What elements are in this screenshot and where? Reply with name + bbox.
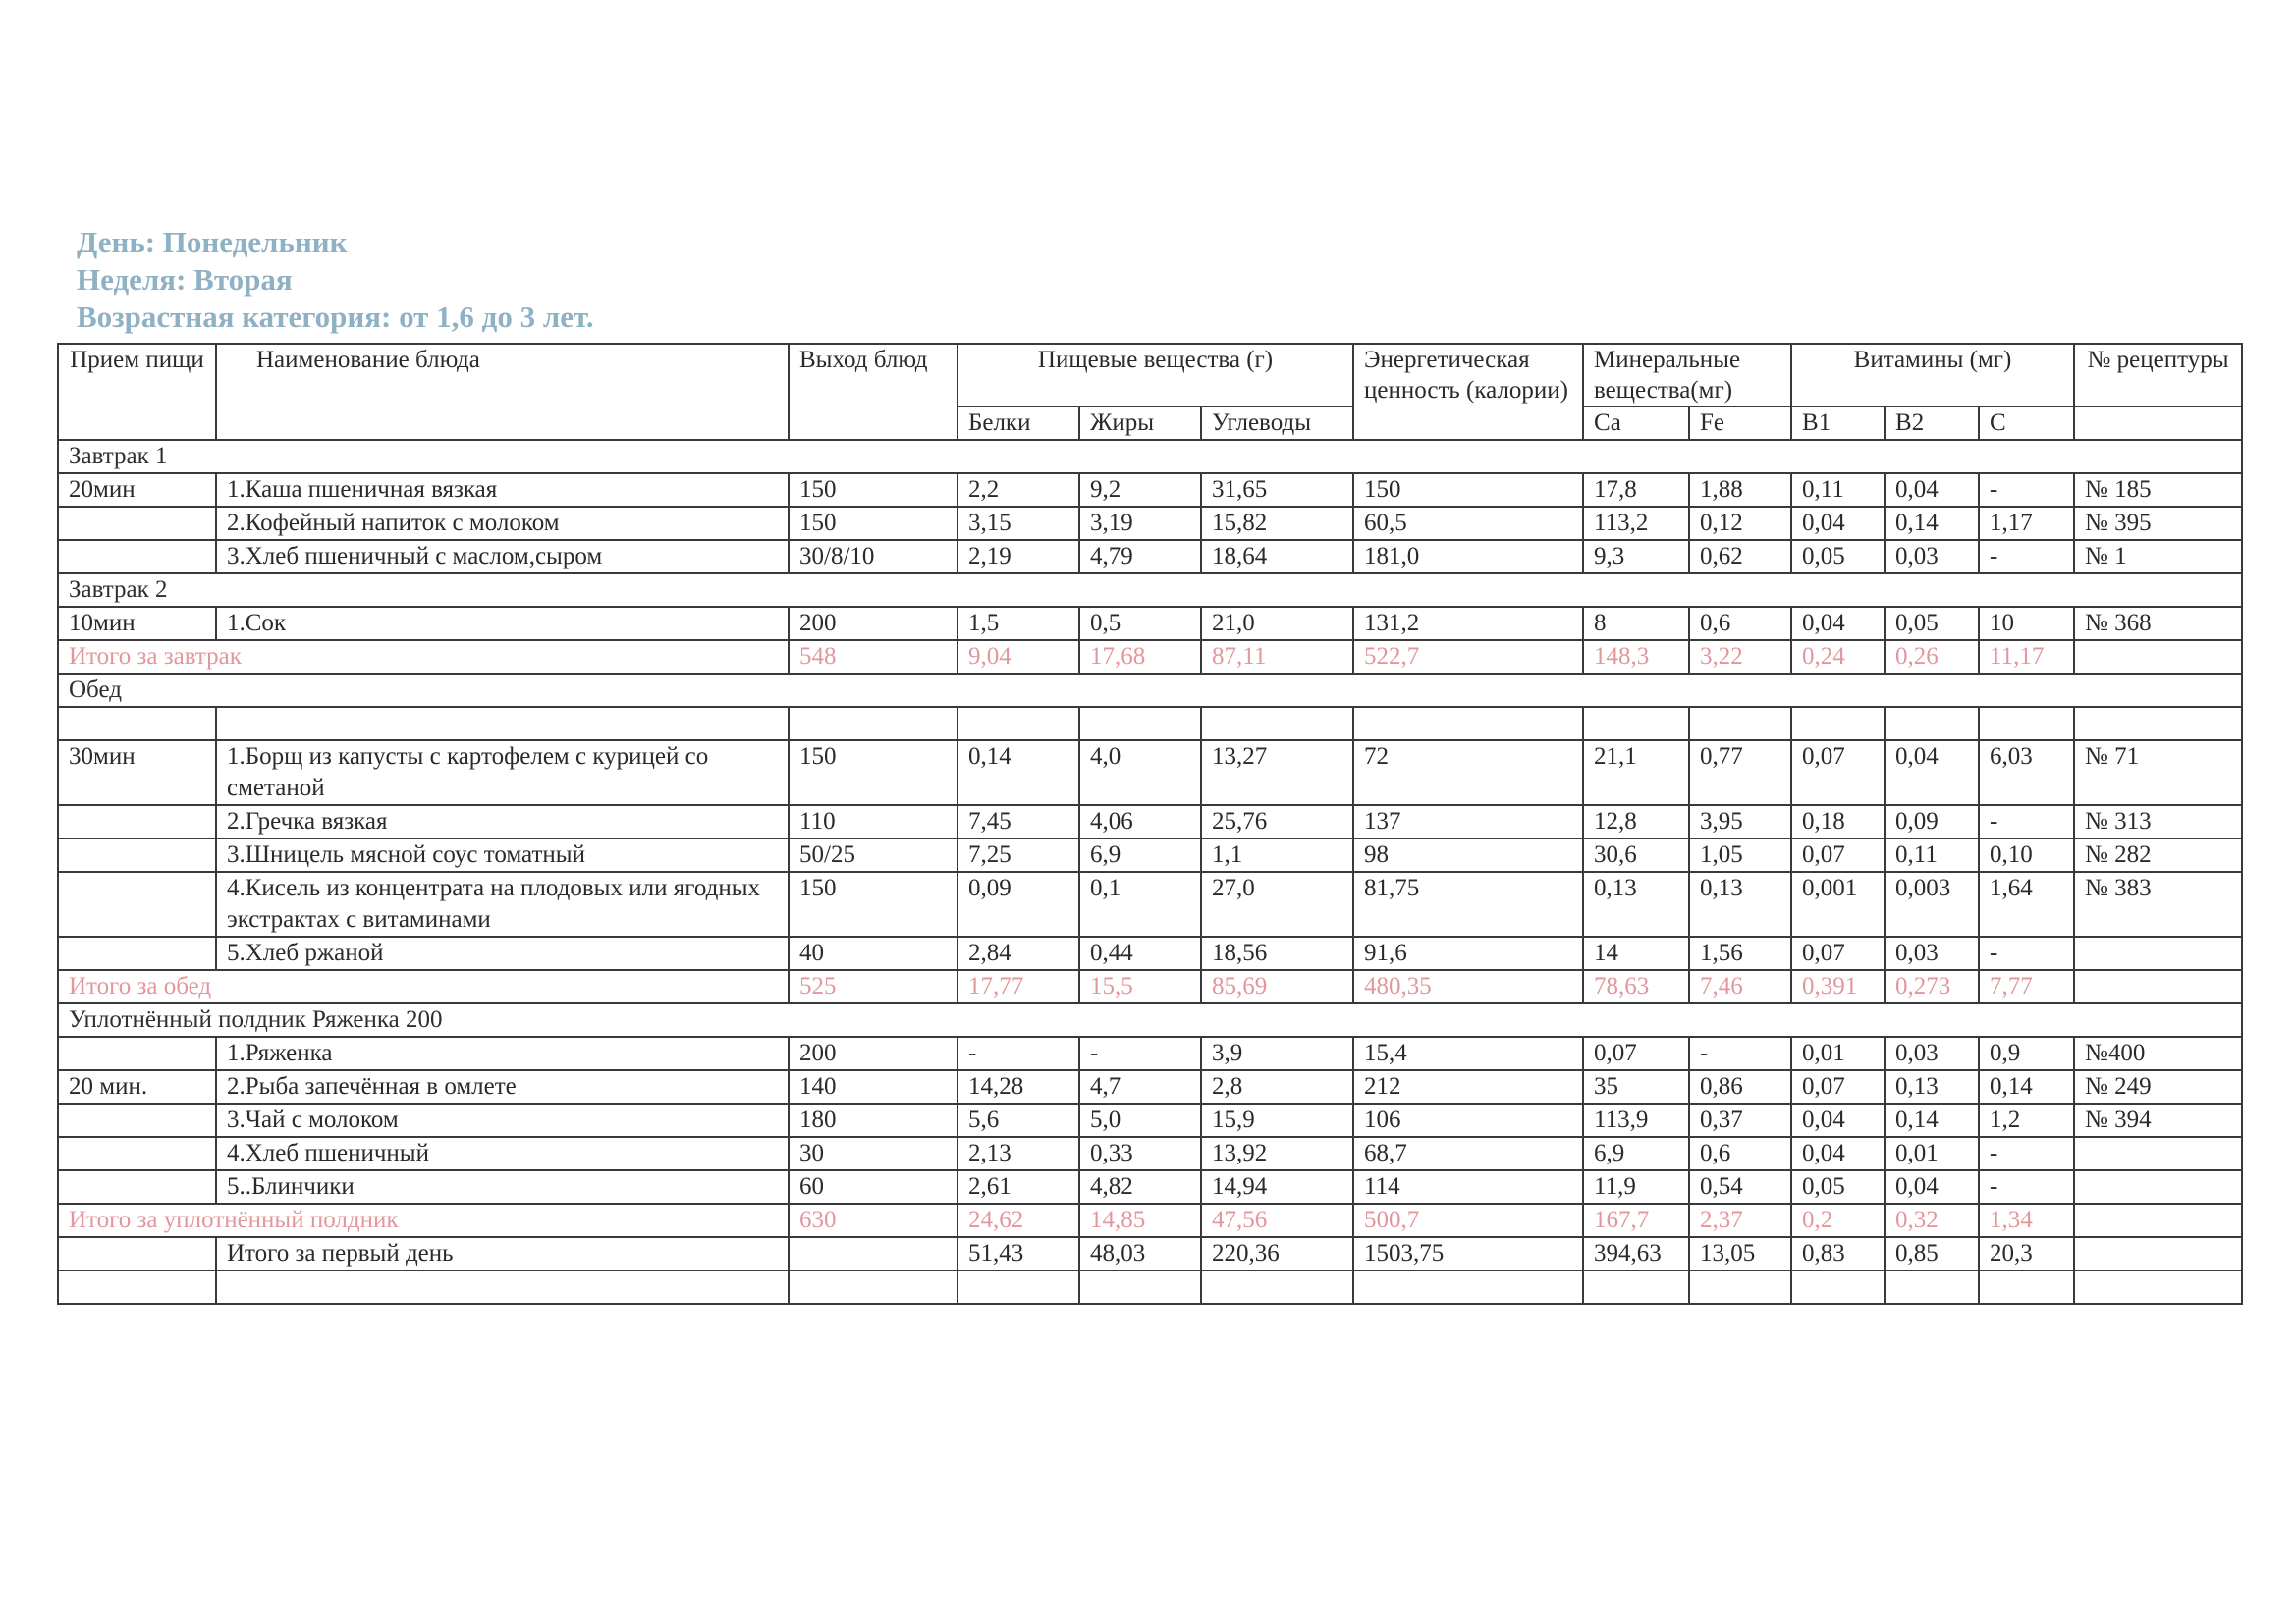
- col-dish-header: Наименование блюда: [216, 344, 789, 440]
- yield: 200: [789, 607, 957, 640]
- recipe: [2074, 1170, 2242, 1204]
- carbs: 2,8: [1201, 1070, 1353, 1104]
- c: -: [1979, 937, 2074, 970]
- dish-name: 5.Хлеб ржаной: [216, 937, 789, 970]
- protein: 2,2: [957, 473, 1079, 507]
- meal-time: [58, 937, 216, 970]
- ca: 8: [1583, 607, 1689, 640]
- protein: 2,19: [957, 540, 1079, 573]
- age-category-label: Возрастная категория: от 1,6 до 3 лет.: [77, 299, 594, 334]
- b1: 0,04: [1791, 1104, 1885, 1137]
- yield: [789, 1237, 957, 1271]
- meal-time: 10мин: [58, 607, 216, 640]
- total-b2: 0,26: [1885, 640, 1979, 674]
- b2: 0,003: [1885, 872, 1979, 937]
- carbs: 13,92: [1201, 1137, 1353, 1170]
- energy: 98: [1353, 839, 1583, 872]
- carbs: 21,0: [1201, 607, 1353, 640]
- fat: 0,5: [1079, 607, 1201, 640]
- recipe: № 395: [2074, 507, 2242, 540]
- fat: 3,19: [1079, 507, 1201, 540]
- col-energy-header: Энергетическая ценность (калории): [1353, 344, 1583, 440]
- b1: 0,07: [1791, 937, 1885, 970]
- total-protein: 24,62: [957, 1204, 1079, 1237]
- dish-name: 2.Гречка вязкая: [216, 805, 789, 839]
- total-row: [58, 1204, 2242, 1237]
- ca: 6,9: [1583, 1137, 1689, 1170]
- c: 1,2: [1979, 1104, 2074, 1137]
- recipe: № 383: [2074, 872, 2242, 937]
- b2: 0,03: [1885, 540, 1979, 573]
- protein: 2,84: [957, 937, 1079, 970]
- blank-row: [58, 707, 2242, 740]
- meal-time: [58, 1170, 216, 1204]
- protein: 5,6: [957, 1104, 1079, 1137]
- table-row: [58, 507, 2242, 540]
- b1: 0,04: [1791, 607, 1885, 640]
- yield: 150: [789, 740, 957, 805]
- ca: 17,8: [1583, 473, 1689, 507]
- b1: 0,07: [1791, 740, 1885, 805]
- recipe: № 185: [2074, 473, 2242, 507]
- day-total-ca: 394,63: [1583, 1237, 1689, 1271]
- table-row: [58, 607, 2242, 640]
- meal-time: 30мин: [58, 740, 216, 805]
- b1: 0,04: [1791, 1137, 1885, 1170]
- recipe: [2074, 1137, 2242, 1170]
- energy: 72: [1353, 740, 1583, 805]
- fat: 9,2: [1079, 473, 1201, 507]
- ca: 0,07: [1583, 1037, 1689, 1070]
- fat: 4,79: [1079, 540, 1201, 573]
- fe: 0,6: [1689, 1137, 1791, 1170]
- dish-name: 1.Борщ из капусты с картофелем с курицей со сметаной: [216, 740, 789, 805]
- table-row: [58, 1070, 2242, 1104]
- total-energy: 480,35: [1353, 970, 1583, 1003]
- recipe: № 394: [2074, 1104, 2242, 1137]
- recipe: [2074, 1237, 2242, 1271]
- total-c: 7,77: [1979, 970, 2074, 1003]
- energy: 106: [1353, 1104, 1583, 1137]
- protein: -: [957, 1037, 1079, 1070]
- yield: 30: [789, 1137, 957, 1170]
- b1: 0,05: [1791, 540, 1885, 573]
- c: 6,03: [1979, 740, 2074, 805]
- recipe: [2074, 970, 2242, 1003]
- total-fat: 15,5: [1079, 970, 1201, 1003]
- protein: 1,5: [957, 607, 1079, 640]
- fe: 1,88: [1689, 473, 1791, 507]
- b2: 0,04: [1885, 740, 1979, 805]
- energy: 60,5: [1353, 507, 1583, 540]
- total-ca: 167,7: [1583, 1204, 1689, 1237]
- total-yield: 630: [789, 1204, 957, 1237]
- recipe: № 249: [2074, 1070, 2242, 1104]
- yield: 30/8/10: [789, 540, 957, 573]
- protein: 14,28: [957, 1070, 1079, 1104]
- energy: 150: [1353, 473, 1583, 507]
- total-ca: 78,63: [1583, 970, 1689, 1003]
- total-energy: 500,7: [1353, 1204, 1583, 1237]
- protein: 0,09: [957, 872, 1079, 937]
- total-label: Итого за уплотнённый полдник: [58, 1204, 789, 1237]
- fat: 0,44: [1079, 937, 1201, 970]
- meal-time: [58, 872, 216, 937]
- protein: 3,15: [957, 507, 1079, 540]
- c: 1,17: [1979, 507, 2074, 540]
- total-b1: 0,24: [1791, 640, 1885, 674]
- b2: 0,14: [1885, 1104, 1979, 1137]
- col-ca-header: Ca: [1583, 406, 1689, 440]
- section-breakfast1-label: Завтрак 1: [58, 440, 2242, 473]
- table-row: [58, 1037, 2242, 1070]
- blank-row: [58, 1271, 2242, 1304]
- b2: 0,04: [1885, 473, 1979, 507]
- ca: 12,8: [1583, 805, 1689, 839]
- c: 0,10: [1979, 839, 2074, 872]
- day-label: День: Понедельник: [77, 225, 348, 259]
- carbs: 27,0: [1201, 872, 1353, 937]
- day-total-b1: 0,83: [1791, 1237, 1885, 1271]
- total-label: Итого за обед: [58, 970, 789, 1003]
- fe: 1,56: [1689, 937, 1791, 970]
- section-row: [58, 573, 2242, 607]
- table-row: [58, 1104, 2242, 1137]
- b2: 0,13: [1885, 1070, 1979, 1104]
- section-lunch-label: Обед: [58, 674, 2242, 707]
- total-c: 11,17: [1979, 640, 2074, 674]
- section-row: [58, 440, 2242, 473]
- week-label: Неделя: Вторая: [77, 262, 293, 297]
- table-row: [58, 805, 2242, 839]
- energy: 15,4: [1353, 1037, 1583, 1070]
- c: -: [1979, 1170, 2074, 1204]
- carbs: 1,1: [1201, 839, 1353, 872]
- meal-time: [58, 839, 216, 872]
- table-row: [58, 1170, 2242, 1204]
- protein: 7,25: [957, 839, 1079, 872]
- col-b1-header: B1: [1791, 406, 1885, 440]
- b2: 0,01: [1885, 1137, 1979, 1170]
- yield: 50/25: [789, 839, 957, 872]
- meal-time: [58, 1237, 216, 1271]
- col-b2-header: B2: [1885, 406, 1979, 440]
- day-total-fat: 48,03: [1079, 1237, 1201, 1271]
- c: -: [1979, 540, 2074, 573]
- c: 1,64: [1979, 872, 2074, 937]
- b1: 0,07: [1791, 1070, 1885, 1104]
- ca: 0,13: [1583, 872, 1689, 937]
- total-carbs: 87,11: [1201, 640, 1353, 674]
- ca: 14: [1583, 937, 1689, 970]
- yield: 150: [789, 872, 957, 937]
- fat: 4,0: [1079, 740, 1201, 805]
- dish-name: 2.Кофейный напиток с молоком: [216, 507, 789, 540]
- section-row: [58, 674, 2242, 707]
- recipe: [2074, 1204, 2242, 1237]
- table-row: [58, 540, 2242, 573]
- fe: 0,77: [1689, 740, 1791, 805]
- col-fe-header: Fe: [1689, 406, 1791, 440]
- day-total-row: [58, 1237, 2242, 1271]
- total-fat: 14,85: [1079, 1204, 1201, 1237]
- yield: 110: [789, 805, 957, 839]
- b1: 0,11: [1791, 473, 1885, 507]
- protein: 7,45: [957, 805, 1079, 839]
- col-vitamins-header: Витамины (мг): [1791, 344, 2074, 406]
- meal-time: 20 мин.: [58, 1070, 216, 1104]
- energy: 81,75: [1353, 872, 1583, 937]
- total-carbs: 47,56: [1201, 1204, 1353, 1237]
- dish-name: 3.Шницель мясной соус томатный: [216, 839, 789, 872]
- c: -: [1979, 805, 2074, 839]
- b1: 0,05: [1791, 1170, 1885, 1204]
- dish-name: 3.Хлеб пшеничный с маслом,сыром: [216, 540, 789, 573]
- fe: -: [1689, 1037, 1791, 1070]
- recipe: № 71: [2074, 740, 2242, 805]
- fe: 0,54: [1689, 1170, 1791, 1204]
- fe: 3,95: [1689, 805, 1791, 839]
- total-b1: 0,2: [1791, 1204, 1885, 1237]
- col-fat-header: Жиры: [1079, 406, 1201, 440]
- ca: 21,1: [1583, 740, 1689, 805]
- meal-time: [58, 540, 216, 573]
- carbs: 15,82: [1201, 507, 1353, 540]
- yield: 40: [789, 937, 957, 970]
- fat: 4,7: [1079, 1070, 1201, 1104]
- day-total-label: Итого за первый день: [216, 1237, 789, 1271]
- b1: 0,04: [1791, 507, 1885, 540]
- total-b2: 0,32: [1885, 1204, 1979, 1237]
- total-yield: 525: [789, 970, 957, 1003]
- col-yield-header: Выход блюд: [789, 344, 957, 440]
- b1: 0,001: [1791, 872, 1885, 937]
- section-row: [58, 1003, 2242, 1037]
- document-header: [77, 224, 594, 336]
- c: 10: [1979, 607, 2074, 640]
- recipe: № 282: [2074, 839, 2242, 872]
- b2: 0,09: [1885, 805, 1979, 839]
- carbs: 18,64: [1201, 540, 1353, 573]
- col-recipe-header: № рецептуры: [2074, 344, 2242, 406]
- total-fe: 2,37: [1689, 1204, 1791, 1237]
- table-row: [58, 872, 2242, 937]
- dish-name: 1.Ряженка: [216, 1037, 789, 1070]
- table-row: [58, 740, 2242, 805]
- day-total-b2: 0,85: [1885, 1237, 1979, 1271]
- b2: 0,05: [1885, 607, 1979, 640]
- meal-time: [58, 1104, 216, 1137]
- total-b2: 0,273: [1885, 970, 1979, 1003]
- fat: 5,0: [1079, 1104, 1201, 1137]
- dish-name: 3.Чай с молоком: [216, 1104, 789, 1137]
- day-total-energy: 1503,75: [1353, 1237, 1583, 1271]
- total-energy: 522,7: [1353, 640, 1583, 674]
- c: 0,14: [1979, 1070, 2074, 1104]
- energy: 114: [1353, 1170, 1583, 1204]
- energy: 212: [1353, 1070, 1583, 1104]
- ca: 113,9: [1583, 1104, 1689, 1137]
- ca: 9,3: [1583, 540, 1689, 573]
- carbs: 3,9: [1201, 1037, 1353, 1070]
- c: 0,9: [1979, 1037, 2074, 1070]
- fe: 0,62: [1689, 540, 1791, 573]
- protein: 2,13: [957, 1137, 1079, 1170]
- recipe: № 368: [2074, 607, 2242, 640]
- protein: 2,61: [957, 1170, 1079, 1204]
- table-row: [58, 937, 2242, 970]
- recipe: [2074, 640, 2242, 674]
- b2: 0,03: [1885, 1037, 1979, 1070]
- c: -: [1979, 473, 2074, 507]
- meal-time: [58, 805, 216, 839]
- b2: 0,04: [1885, 1170, 1979, 1204]
- recipe: [2074, 937, 2242, 970]
- energy: 181,0: [1353, 540, 1583, 573]
- dish-name: 2.Рыба запечённая в омлете: [216, 1070, 789, 1104]
- total-ca: 148,3: [1583, 640, 1689, 674]
- carbs: 13,27: [1201, 740, 1353, 805]
- fe: 0,12: [1689, 507, 1791, 540]
- b1: 0,18: [1791, 805, 1885, 839]
- col-carbs-header: Углеводы: [1201, 406, 1353, 440]
- fat: 4,06: [1079, 805, 1201, 839]
- fat: 6,9: [1079, 839, 1201, 872]
- day-total-carbs: 220,36: [1201, 1237, 1353, 1271]
- fat: 0,1: [1079, 872, 1201, 937]
- menu-table: [57, 343, 2243, 1305]
- dish-name: 1.Сок: [216, 607, 789, 640]
- ca: 11,9: [1583, 1170, 1689, 1204]
- total-fe: 3,22: [1689, 640, 1791, 674]
- b1: 0,07: [1791, 839, 1885, 872]
- dish-name: 1.Каша пшеничная вязкая: [216, 473, 789, 507]
- ca: 35: [1583, 1070, 1689, 1104]
- yield: 180: [789, 1104, 957, 1137]
- table-row: [58, 473, 2242, 507]
- energy: 131,2: [1353, 607, 1583, 640]
- table-row: [58, 1137, 2242, 1170]
- b2: 0,14: [1885, 507, 1979, 540]
- fat: 4,82: [1079, 1170, 1201, 1204]
- b2: 0,03: [1885, 937, 1979, 970]
- yield: 150: [789, 473, 957, 507]
- yield: 200: [789, 1037, 957, 1070]
- recipe: № 313: [2074, 805, 2242, 839]
- protein: 0,14: [957, 740, 1079, 805]
- fe: 1,05: [1689, 839, 1791, 872]
- meal-time: [58, 1137, 216, 1170]
- yield: 150: [789, 507, 957, 540]
- total-yield: 548: [789, 640, 957, 674]
- dish-name: 4.Кисель из концентрата на плодовых или ягодных экстрактах с витаминами: [216, 872, 789, 937]
- ca: 30,6: [1583, 839, 1689, 872]
- total-b1: 0,391: [1791, 970, 1885, 1003]
- dish-name: 4.Хлеб пшеничный: [216, 1137, 789, 1170]
- col-recipe-subheader: [2074, 406, 2242, 440]
- recipe: № 1: [2074, 540, 2242, 573]
- col-meal-header: Прием пищи: [58, 344, 216, 440]
- b2: 0,11: [1885, 839, 1979, 872]
- carbs: 15,9: [1201, 1104, 1353, 1137]
- total-label: Итого за завтрак: [58, 640, 789, 674]
- total-row: [58, 640, 2242, 674]
- total-fat: 17,68: [1079, 640, 1201, 674]
- carbs: 31,65: [1201, 473, 1353, 507]
- section-breakfast2-label: Завтрак 2: [58, 573, 2242, 607]
- day-total-protein: 51,43: [957, 1237, 1079, 1271]
- day-total-c: 20,3: [1979, 1237, 2074, 1271]
- fat: -: [1079, 1037, 1201, 1070]
- fe: 0,6: [1689, 607, 1791, 640]
- yield: 140: [789, 1070, 957, 1104]
- table-row: [58, 839, 2242, 872]
- carbs: 14,94: [1201, 1170, 1353, 1204]
- fe: 0,86: [1689, 1070, 1791, 1104]
- meal-time: [58, 1037, 216, 1070]
- total-carbs: 85,69: [1201, 970, 1353, 1003]
- fe: 0,37: [1689, 1104, 1791, 1137]
- c: -: [1979, 1137, 2074, 1170]
- total-protein: 17,77: [957, 970, 1079, 1003]
- fe: 0,13: [1689, 872, 1791, 937]
- carbs: 18,56: [1201, 937, 1353, 970]
- day-total-fe: 13,05: [1689, 1237, 1791, 1271]
- total-row: [58, 970, 2242, 1003]
- col-c-header: C: [1979, 406, 2074, 440]
- energy: 68,7: [1353, 1137, 1583, 1170]
- energy: 91,6: [1353, 937, 1583, 970]
- b1: 0,01: [1791, 1037, 1885, 1070]
- energy: 137: [1353, 805, 1583, 839]
- yield: 60: [789, 1170, 957, 1204]
- carbs: 25,76: [1201, 805, 1353, 839]
- meal-time: [58, 507, 216, 540]
- meal-time: 20мин: [58, 473, 216, 507]
- dish-name: 5..Блинчики: [216, 1170, 789, 1204]
- total-fe: 7,46: [1689, 970, 1791, 1003]
- ca: 113,2: [1583, 507, 1689, 540]
- total-c: 1,34: [1979, 1204, 2074, 1237]
- total-protein: 9,04: [957, 640, 1079, 674]
- col-minerals-header: Минеральные вещества(мг): [1583, 344, 1791, 406]
- fat: 0,33: [1079, 1137, 1201, 1170]
- col-protein-header: Белки: [957, 406, 1079, 440]
- section-snack-label: Уплотнённый полдник Ряженка 200: [58, 1003, 2242, 1037]
- recipe: №400: [2074, 1037, 2242, 1070]
- col-nutrients-header: Пищевые вещества (г): [957, 344, 1353, 406]
